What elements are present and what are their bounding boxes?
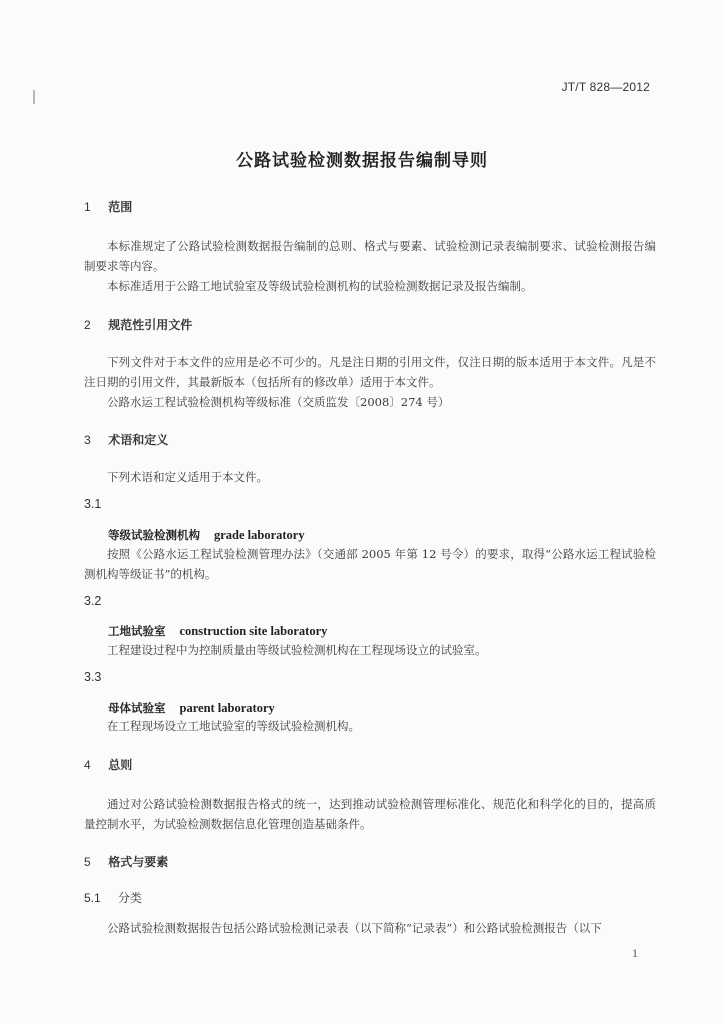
section-2-number: 2 <box>84 318 91 332</box>
term-3-1 <box>108 527 305 543</box>
clause-3-3-number: 3.3 <box>84 670 102 684</box>
section-2-title: 规范性引用文件 <box>108 318 193 332</box>
section-2-paragraph-2: 公路水运工程试验检测机构等级标准（交质监发〔2008〕274 号） <box>107 395 450 409</box>
term-3-2-en: construction site laboratory <box>179 624 328 638</box>
clause-3-2-number: 3.2 <box>84 594 102 608</box>
section-1-paragraph-2: 本标准适用于公路工地试验室及等级试验检测机构的试验检测数据记录及报告编制。 <box>107 279 533 293</box>
section-4-number: 4 <box>84 758 91 772</box>
clause-5-1-number: 5.1 <box>84 891 101 905</box>
scan-artifact-mark <box>33 90 35 104</box>
section-2-paragraph-1: 下列文件对于本文件的应用是必不可少的。凡是注日期的引用文件，仅注日期的版本适用于本文件。凡是不注日期的引用文件，其最新版本（包括所有的修改单）适用于本文件。 <box>84 355 656 389</box>
term-3-2-definition: 工程建设过程中为控制质量由等级试验检测机构在工程现场设立的试验室。 <box>107 643 487 657</box>
page-number: 1 <box>632 946 638 960</box>
clause-3-1-number: 3.1 <box>84 497 102 511</box>
section-1-heading <box>84 198 132 215</box>
section-3-title: 术语和定义 <box>108 433 169 447</box>
term-3-3 <box>108 700 275 716</box>
section-4-title: 总则 <box>108 758 133 772</box>
section-5-heading <box>84 853 168 870</box>
term-3-1-en: grade laboratory <box>214 528 305 542</box>
term-3-2-zh: 工地试验室 <box>108 624 166 638</box>
section-3-intro: 下列术语和定义适用于本文件。 <box>107 470 268 484</box>
section-4-heading <box>84 756 132 773</box>
term-3-3-definition: 在工程现场设立工地试验室的等级试验检测机构。 <box>107 719 360 733</box>
clause-5-1-heading <box>84 889 142 906</box>
clause-5-1-title: 分类 <box>117 891 142 905</box>
section-3-heading <box>84 431 168 448</box>
term-3-3-zh: 母体试验室 <box>108 701 166 715</box>
section-2-heading <box>84 316 192 333</box>
term-3-3-en: parent laboratory <box>179 701 275 715</box>
section-3-number: 3 <box>84 433 91 447</box>
section-1-title: 范围 <box>108 200 133 214</box>
section-5-title: 格式与要素 <box>108 855 169 869</box>
section-1-number: 1 <box>84 200 91 214</box>
clause-5-1-paragraph: 公路试验检测数据报告包括公路试验检测记录表（以下简称“记录表”）和公路试验检测报告（以下 <box>107 921 602 935</box>
term-3-2 <box>108 623 327 639</box>
section-4-paragraph-1: 通过对公路试验检测数据报告格式的统一，达到推动试验检测管理标准化、规范化和科学化的目的，提高质量控制水平，为试验检测数据信息化管理创造基础条件。 <box>84 797 656 831</box>
term-3-1-definition: 按照《公路水运工程试验检测管理办法》（交通部 2005 年第 12 号令）的要求，取得“公路水运工程试验检测机构等级证书”的机构。 <box>84 547 656 581</box>
section-5-number: 5 <box>84 855 91 869</box>
document-title: 公路试验检测数据报告编制导则 <box>236 151 488 171</box>
section-1-paragraph-1: 本标准规定了公路试验检测数据报告编制的总则、格式与要素、试验检测记录表编制要求、试验检测报告编制要求等内容。 <box>84 239 656 273</box>
term-3-1-zh: 等级试验检测机构 <box>108 528 200 542</box>
standard-code: JT/T 828—2012 <box>561 80 650 94</box>
